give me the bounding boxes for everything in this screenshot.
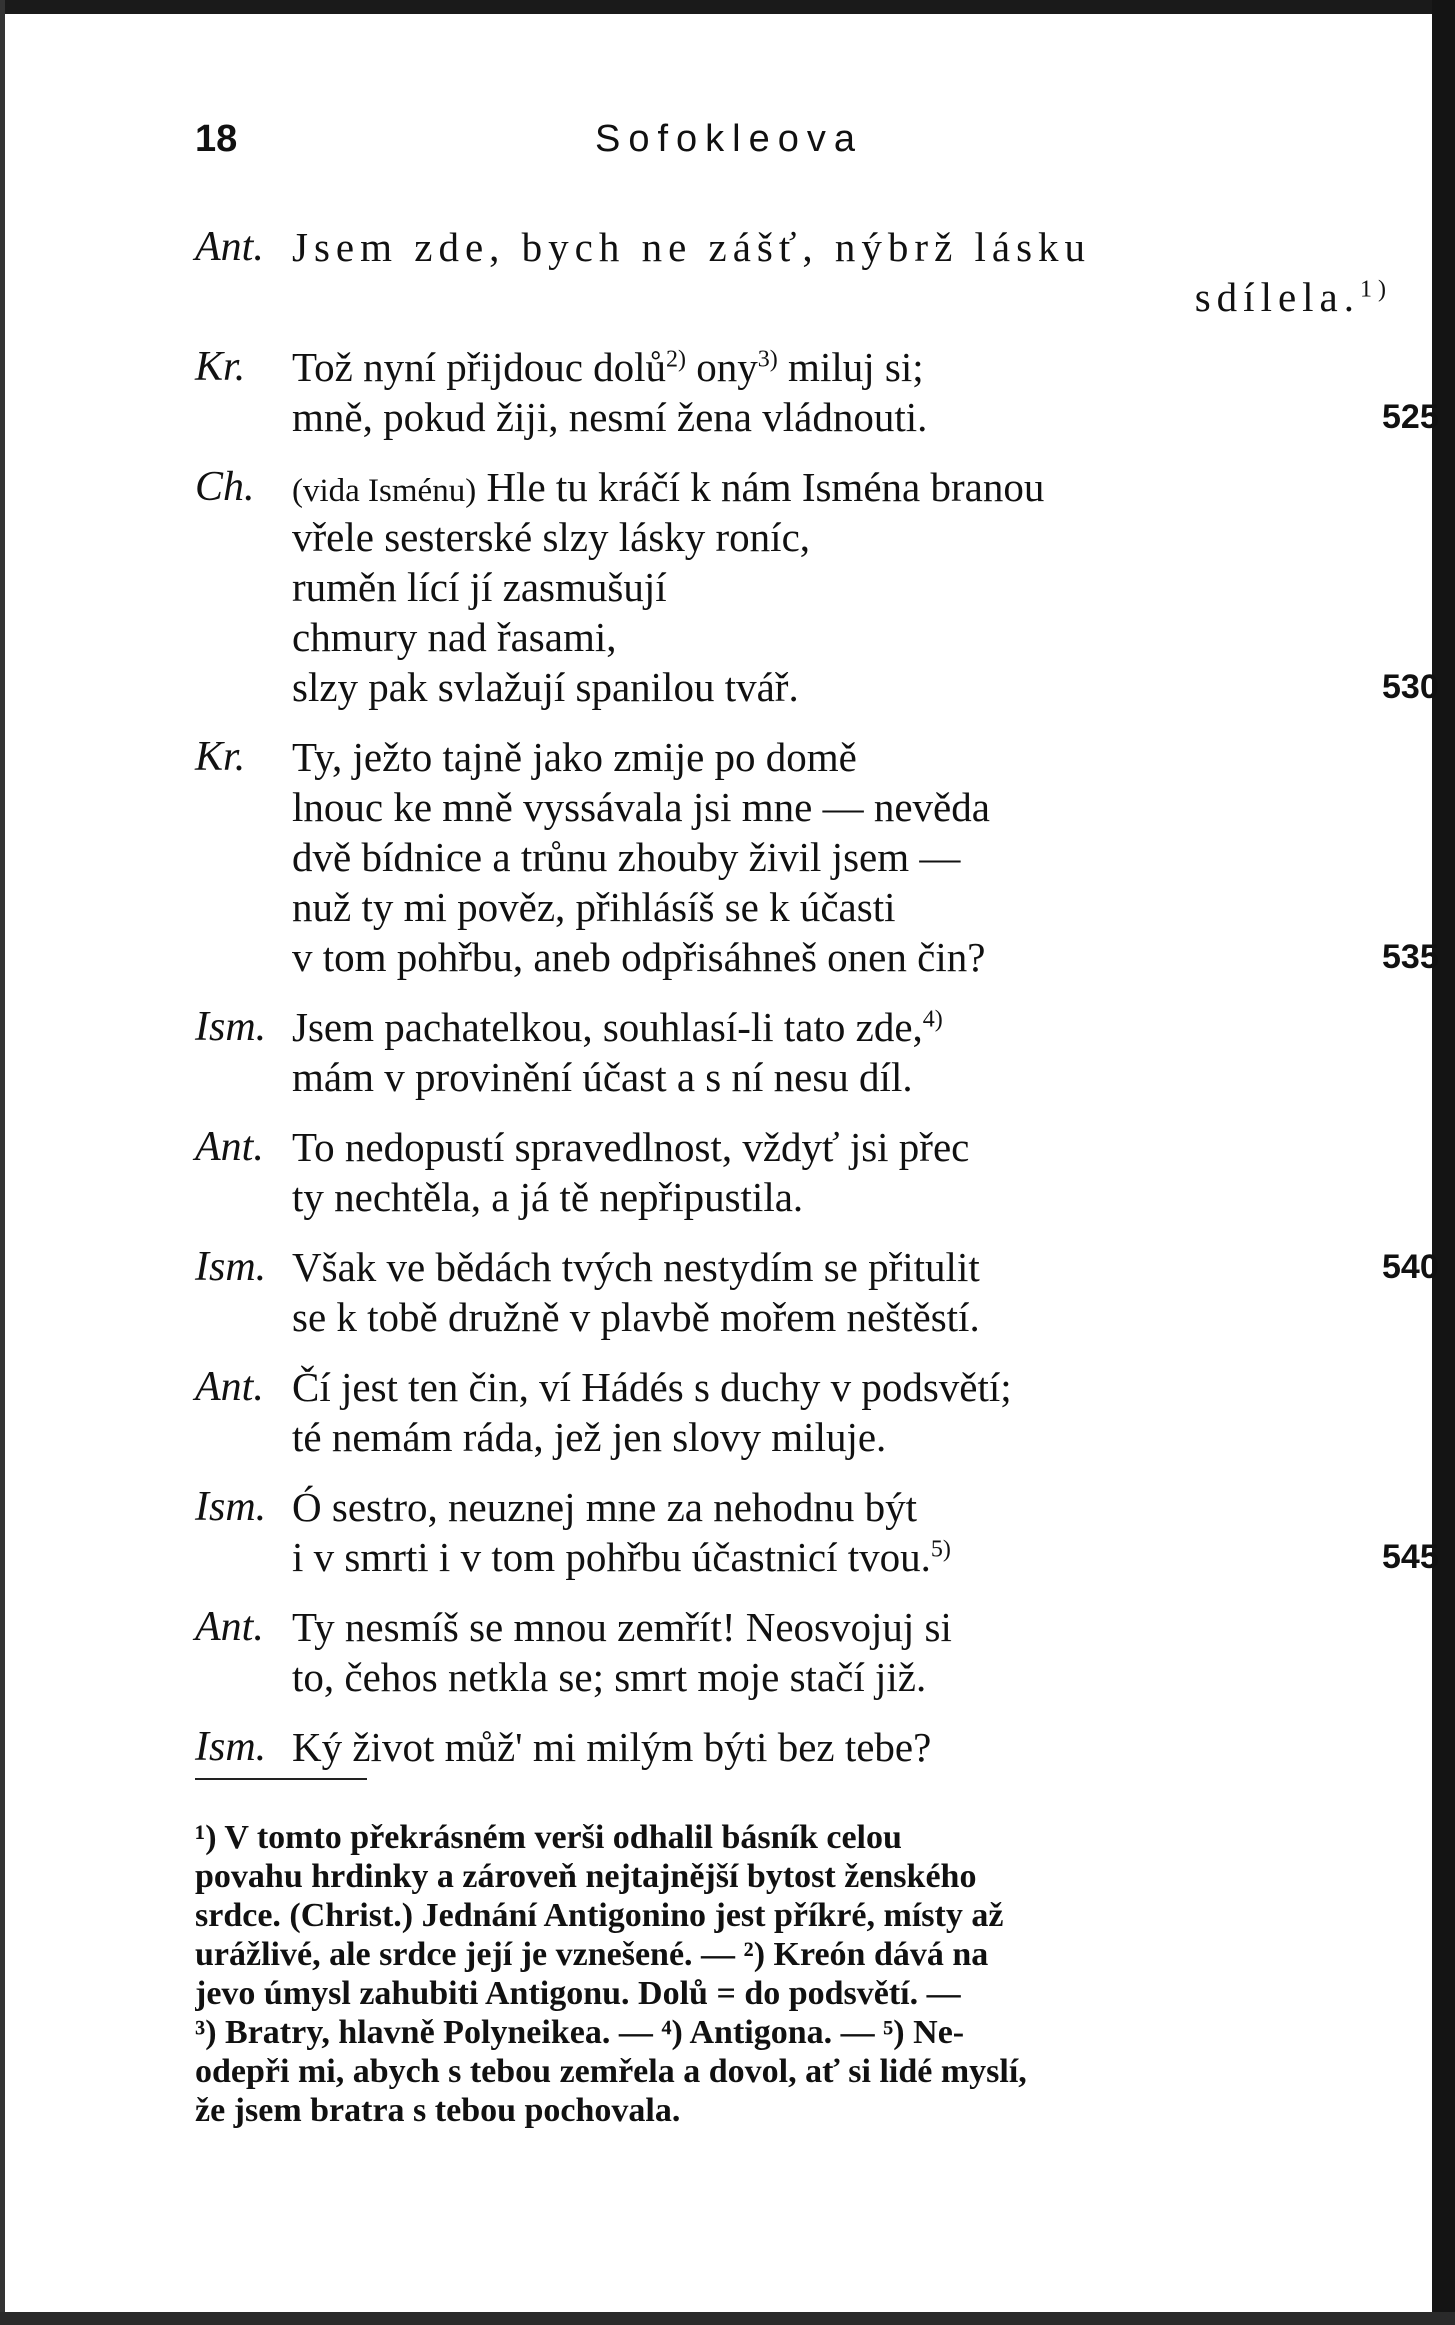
verse-line — [292, 1602, 1345, 1652]
footnote-line: urážlivé, ale srdce její je vznešené. — ²) Kreón dává na — [195, 1936, 989, 1973]
verse-text: mám v provinění účast a s ní nesu díl. — [292, 1054, 913, 1100]
speech-block — [195, 732, 1439, 982]
verse-line — [292, 932, 1439, 982]
speaker-label: Ant. — [195, 1364, 264, 1410]
footnote-line: povahu hrdinky a zároveň nejtajnější bytost ženského — [195, 1858, 977, 1895]
speech-block — [195, 1242, 1439, 1342]
footnote-ref: 4) — [922, 1006, 943, 1033]
verse-text: Jsem zde, bych ne zášť, nýbrž lásku — [292, 224, 1092, 270]
scan-edge-right — [1432, 0, 1455, 2325]
verse-line — [292, 1122, 1345, 1172]
verse-text: to, čehos netkla se; smrt moje stačí již. — [292, 1654, 927, 1700]
scan-edge-top — [0, 0, 1455, 14]
speaker-label: Ant. — [195, 1124, 264, 1170]
verse-line — [292, 1172, 1345, 1222]
speaker-label: Kr. — [195, 344, 246, 390]
verse-line — [292, 1292, 1345, 1342]
footnote-divider — [195, 1778, 367, 1780]
verse-line — [292, 1482, 1345, 1532]
verse-number: 530 — [1382, 668, 1439, 706]
verse-number: 525 — [1382, 398, 1439, 436]
footnote-line: odepři mi, abych s tebou zemřela a dovol, ať si lidé myslí, — [195, 2053, 1027, 2090]
verse-line — [292, 342, 1345, 392]
footnotes — [195, 1818, 1260, 2130]
speech-block — [195, 1722, 1345, 1772]
scan-edge-bottom — [0, 2312, 1455, 2325]
verse-line — [292, 1362, 1345, 1412]
speaker-label: Ch. — [195, 464, 255, 510]
verse-line — [292, 562, 1345, 612]
verse-line — [292, 222, 1345, 272]
speaker-label: Ant. — [195, 224, 264, 270]
speech-block — [195, 1362, 1345, 1462]
verse-lines — [292, 222, 1392, 322]
verse-text: Ký život můž' mi milým býti bez tebe? — [292, 1724, 932, 1770]
verse-text: Ty, ježto tajně jako zmije po domě — [292, 734, 857, 780]
footnote-ref: 2) — [666, 346, 687, 373]
footnote-line: ³) Bratry, hlavně Polyneikea. — ⁴) Antigona. — ⁵) Ne- — [195, 2014, 965, 2051]
speaker-label: Kr. — [195, 734, 246, 780]
verse-line — [292, 1722, 1345, 1772]
speech-block — [195, 1122, 1345, 1222]
verse-text: Čí jest ten čin, ví Hádés s duchy v podsvětí; — [292, 1364, 1012, 1410]
verse-text: miluj si; — [777, 344, 924, 390]
speech-block — [195, 1482, 1439, 1582]
verse-text: chmury nad řasami, — [292, 614, 617, 660]
verse-lines — [292, 342, 1439, 442]
verse-number: 540 — [1382, 1248, 1439, 1286]
footnote-line: ¹) V tomto překrásném verši odhalil básník celou — [195, 1819, 902, 1856]
verse-lines — [292, 1362, 1345, 1462]
verse-line — [292, 512, 1345, 562]
verse-line — [292, 462, 1345, 512]
drama-text — [195, 222, 1439, 1792]
speaker-label: Ism. — [195, 1484, 267, 1530]
speaker-label: Ism. — [195, 1004, 267, 1050]
verse-line — [292, 1412, 1345, 1462]
verse-lines — [292, 1482, 1439, 1582]
verse-text: To nedopustí spravedlnost, vždyť jsi přec — [292, 1124, 970, 1170]
verse-line — [292, 1052, 1345, 1102]
verse-text: lnouc ke mně vyssávala jsi mne — nevěda — [292, 784, 990, 830]
verse-line — [292, 662, 1439, 712]
verse-lines — [292, 732, 1439, 982]
verse-line — [292, 272, 1412, 322]
speech-block — [195, 1602, 1345, 1702]
verse-text: ty nechtěla, a já tě nepřipustila. — [292, 1174, 804, 1220]
verse-lines — [292, 1722, 1345, 1772]
verse-line — [292, 782, 1345, 832]
verse-lines — [292, 1242, 1439, 1342]
verse-text: ruměn lící jí zasmušují — [292, 564, 667, 610]
verse-number: 545 — [1382, 1538, 1439, 1576]
footnote-line: že jsem bratra s tebou pochovala. — [195, 2092, 681, 2129]
verse-lines — [292, 1002, 1345, 1102]
page-header — [195, 118, 1275, 178]
verse-line — [292, 882, 1345, 932]
verse-text: Ó sestro, neuznej mne za nehodnu být — [292, 1484, 918, 1530]
footnote-ref: 3) — [757, 346, 778, 373]
verse-line — [292, 1242, 1439, 1292]
scan-edge-left — [0, 0, 5, 2325]
verse-text: vřele sesterské slzy lásky roníc, — [292, 514, 811, 560]
verse-text: Jsem pachatelkou, souhlasí-li tato zde, — [292, 1004, 923, 1050]
verse-lines — [292, 462, 1439, 712]
speech-block — [195, 342, 1439, 442]
page-number: 18 — [195, 118, 238, 160]
running-title: Sofokleova — [595, 118, 864, 160]
verse-text: Však ve bědách tvých nestydím se přitulit — [292, 1244, 980, 1290]
verse-lines — [292, 1122, 1345, 1222]
verse-text: nuž ty mi pověz, přihlásíš se k účasti — [292, 884, 896, 930]
verse-line — [292, 1002, 1345, 1052]
stage-direction: (vida Isménu) — [292, 473, 477, 509]
verse-text: ony — [686, 344, 758, 390]
verse-text: Ty nesmíš se mnou zemřít! Neosvojuj si — [292, 1604, 952, 1650]
verse-text: i v smrti i v tom pohřbu účastnicí tvou. — [292, 1534, 931, 1580]
verse-line — [292, 732, 1345, 782]
verse-text: mně, pokud žiji, nesmí žena vládnouti. — [292, 394, 928, 440]
speaker-label: Ism. — [195, 1244, 267, 1290]
footnote-ref: 5) — [930, 1536, 951, 1563]
verse-text: slzy pak svlažují spanilou tvář. — [292, 664, 799, 710]
verse-text: Tož nyní přijdouc dolů — [292, 344, 667, 390]
verse-line — [292, 1652, 1345, 1702]
footnote-line: jevo úmysl zahubiti Antigonu. Dolů = do podsvětí. — — [195, 1975, 961, 2012]
verse-line — [292, 832, 1345, 882]
footnote-line: srdce. (Christ.) Jednání Antigonino jest příkré, místy až — [195, 1897, 1004, 1934]
verse-line — [292, 392, 1439, 442]
speaker-label: Ism. — [195, 1724, 267, 1770]
verse-text: sdílela. — [1194, 274, 1360, 320]
verse-line — [292, 612, 1345, 662]
verse-lines — [292, 1602, 1345, 1702]
verse-text: té nemám ráda, jež jen slovy miluje. — [292, 1414, 887, 1460]
verse-number: 535 — [1382, 938, 1439, 976]
speech-block — [195, 462, 1439, 712]
speech-block — [195, 222, 1392, 322]
speech-block — [195, 1002, 1345, 1102]
verse-text: se k tobě družně v plavbě mořem neštěstí. — [292, 1294, 980, 1340]
verse-line — [292, 1532, 1439, 1582]
footnote-ref: 1) — [1360, 276, 1392, 303]
speaker-label: Ant. — [195, 1604, 264, 1650]
verse-text: v tom pohřbu, aneb odpřisáhneš onen čin? — [292, 934, 986, 980]
verse-text: Hle tu kráčí k nám Isména branou — [476, 464, 1045, 510]
verse-text: dvě bídnice a trůnu zhouby živil jsem — — [292, 834, 961, 880]
